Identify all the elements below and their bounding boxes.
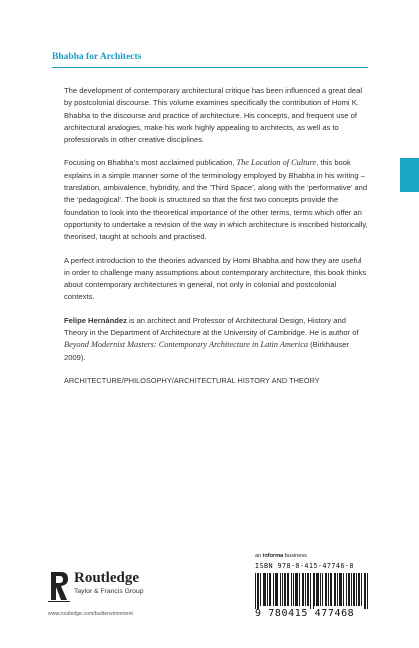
author-book-title: Beyond Modernist Masters: Contemporary Architecture in Latin America [64, 340, 309, 350]
informa-label [255, 553, 307, 559]
author-bio-end: (Birkhäuser 2009). [64, 340, 349, 362]
paragraph-focus-lead: Focusing on Bhabha’s most acclaimed publication, [64, 158, 237, 168]
author-bio-text: is an architect and Professor of Architectural Design, History and Theory in the Department of Architecture at the University of Cambridge. He is author of [64, 315, 359, 338]
author-name: Felipe Hernández [64, 315, 127, 325]
routledge-logo-icon [48, 570, 70, 602]
paragraph-focus [64, 157, 368, 243]
publisher-group: Taylor & Francis Group [74, 588, 144, 595]
informa-brand: informa [262, 553, 284, 559]
isbn-barcode-block [255, 553, 368, 633]
title-rule [52, 67, 368, 68]
publisher-url: www.routledge.com/builtenvironment [48, 611, 133, 617]
publisher-name: Routledge [74, 570, 139, 586]
isbn-text: ISBN 978-0-415-47746-8 [255, 562, 354, 570]
barcode-icon [255, 573, 368, 609]
subject-classification: ARCHITECTURE/PHILOSOPHY/ARCHITECTURAL HISTORY AND THEORY [64, 375, 320, 385]
side-color-tab [400, 158, 419, 192]
informa-suffix: business [283, 553, 307, 559]
book-title-reference: The Location of Culture [236, 158, 317, 168]
publisher-block [48, 568, 208, 618]
barcode-digits: 9 780415 477468 [255, 608, 355, 619]
paragraph-focus-rest: , this book explains in a simple manner some of the terminology employed by Bhabha in his writing – translation, ambivalence, hybridity, and the ‘Third Space’, along with the ‘performative’ and the ‘pedagogical’. The book is structured so that the first two concepts provide the foundation to look into the theoretical importance of the other terms, terms which offer an opportunity to undertake a revision of the way in which architecture is inscribed historically, theorised, taught at schools and practised. [64, 158, 368, 242]
blurb-body [64, 85, 368, 398]
series-title: Bhabha for Architects [52, 52, 142, 62]
author-bio [64, 315, 368, 364]
paragraph-intro: The development of contemporary architectural critique has been influenced a great deal by postcolonial discourse. This volume examines specifically the contribution of Homi K. Bhabha to the discourse and practice of architecture. His concepts, and frequent use of architectural analogies, make his work highly appealing to architects, as well as to professionals in other creative disciplines. [64, 86, 363, 145]
paragraph-introduction-summary: A perfect introduction to the theories advanced by Homi Bhabha and how they are useful in order to challenge many assumptions about contemporary architecture, this book thinks about contemporary architectures in general, not only in colonial and postcolonial contexts. [64, 255, 367, 302]
informa-prefix: an [255, 553, 263, 559]
